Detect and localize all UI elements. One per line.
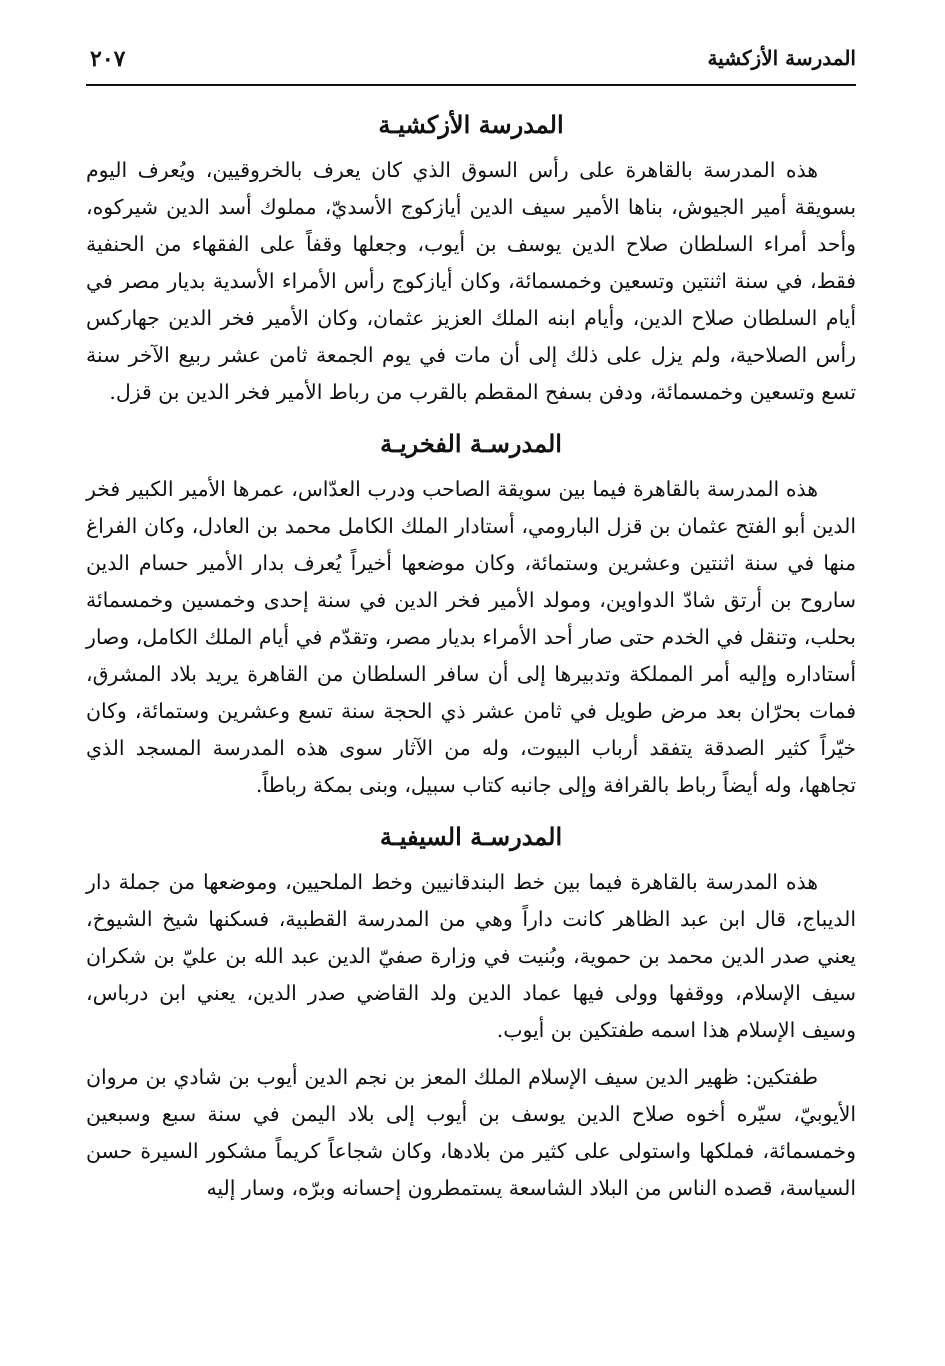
section-title: المدرسة الأزكشيـة [378, 110, 564, 139]
running-title: المدرسة الأزكشية [707, 46, 856, 70]
paragraph: هذه المدرسة بالقاهرة على رأس السوق الذي كان يعرف بالخروقيين، ويُعرف اليوم بسويقة أمير الجيوش، بناها الأمير سيف الدين أيازكوج الأسديّ، مملوك أسد الدين شيركوه، وأحد أمراء السلطان صلاح الدين يوسف بن أيوب، وجعلها وقفاً على الفقهاء من الحنفية فقط، في سنة اثنتين وتسعين وخمسمائة، وكان أيازكوج رأس الأمراء الأسدية بديار مصر في أيام السلطان صلاح الدين، وأيام ابنه الملك العزيز عثمان، وكان الأمير فخر الدين جهاركس رأس الصلاحية، ولم يزل على ذلك إلى أن مات في يوم الجمعة ثامن عشر ربيع الآخر سنة تسع وتسعين وخمسمائة، ودفن بسفح المقطم بالقرب من رباط الأمير فخر الدين بن قزل. [86, 158, 856, 404]
paragraph: هذه المدرسة بالقاهرة فيما بين سويقة الصاحب ودرب العدّاس، عمرها الأمير الكبير فخر الدين أبو الفتح عثمان بن قزل البارومي، أستادار الملك الكامل محمد بن العادل، وكان الفراغ منها في سنة اثنتين وعشرين وستمائة، وكان موضعها أخيراً يُعرف بدار الأمير حسام الدين ساروح بن أرتق شادّ الدواوين، ومولد الأمير فخر الدين في سنة إحدى وخمسين وخمسمائة بحلب، وتنقل في الخدم حتى صار أحد الأمراء بديار مصر، وتقدّم في أيام الملك الكامل، وصار أستاداره وإليه أمر المملكة وتدبيرها إلى أن سافر السلطان من القاهرة يريد بلاد المشرق، فمات بحرّان بعد مرض طويل في ثامن عشر ذي الحجة سنة تسع وعشرين وستمائة، وكان خيّراً كثير الصدقة يتفقد أرباب البيوت، وله من الآثار سوى هذه المدرسة المسجد الذي تجاهها، وله أيضاً رباط بالقرافة وإلى جانبه كتاب سبيل، وبنى بمكة رباطاً. [86, 477, 856, 797]
paragraph: هذه المدرسة بالقاهرة فيما بين خط البندقانيين وخط الملحيين، وموضعها من جملة دار الديباج، قال ابن عبد الظاهر كانت داراً وهي من المدرسة القطبية، فسكنها شيخ الشيوخ، يعني صدر الدين محمد بن حموية، وبُنيت في وزارة صفيّ الدين عبد الله بن عليّ بن شكران سيف الإسلام، ووقفها وولى فيها عماد الدين ولد القاضي صدر الدين، يعني ابن درباس، وسيف الإسلام هذا اسمه طفتكين بن أيوب. [86, 870, 856, 1042]
section-azkashiya [86, 108, 856, 411]
section-title: المدرسـة الفخريـة [380, 429, 562, 458]
page-number: ٢٠٧ [90, 46, 126, 72]
paragraph: طفتكين: ظهير الدين سيف الإسلام الملك المعز بن نجم الدين أيوب بن شادي بن مروان الأيوبيّ، سيّره أخوه صلاح الدين يوسف بن أيوب إلى بلاد اليمن في سنة سبع وسبعين وخمسمائة، فملكها واستولى على كثير من بلادها، وكان شجاعاً كريماً مشكور السيرة حسن السياسة، قصده الناس من البلاد الشاسعة يستمطرون إحسانه وبرّه، وسار إليه [86, 1065, 856, 1200]
book-page [86, 40, 856, 1207]
section-title: المدرسـة السيفيـة [379, 822, 563, 851]
running-header [86, 40, 856, 86]
section-sayfiya [86, 820, 856, 1207]
section-fakhriya [86, 427, 856, 804]
